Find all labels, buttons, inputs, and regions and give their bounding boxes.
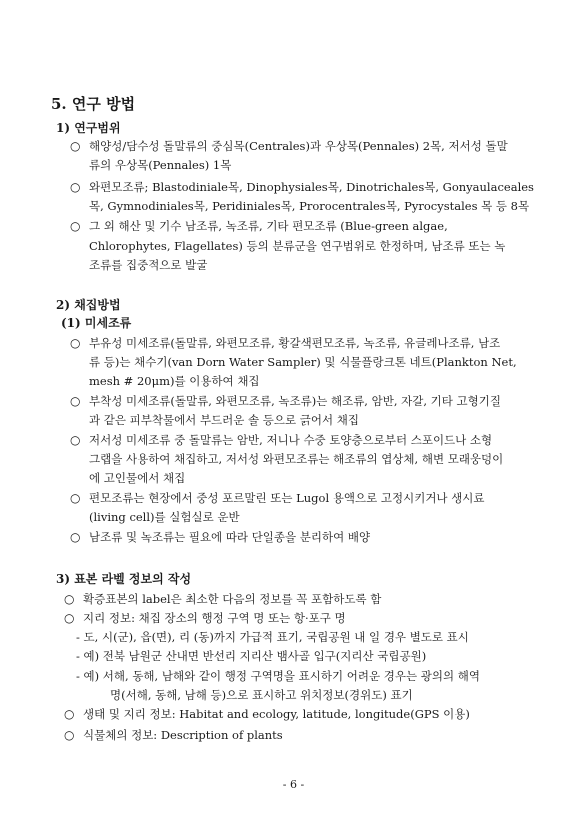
text-line: 그랩을 사용하여 채집하고, 저서성 와편모조류는 해조류의 엽상체, 해변 모래웅덩이 (89, 452, 504, 466)
text-line: 명(서해, 동해, 남해 등)으로 표시하고 위치정보(경위도) 표기 (110, 688, 413, 702)
text-line: 확증표본의 label은 최소한 다음의 정보를 꼭 포함하도록 함 (83, 592, 382, 606)
text-line: 목, Gymnodiniales목, Peridiniales목, Prorocentrales목, Pyrocystales 목 등 8목 (89, 199, 530, 213)
text-line: Chlorophytes, Flagellates) 등의 분류군을 연구범위로 한정하며, 남조류 또는 녹 (89, 239, 506, 253)
text-line: 조류를 집중적으로 발굴 (89, 258, 208, 272)
text-line: 해양성/담수성 돌말류의 중심목(Centrales)과 우상목(Pennales) 2목, 저서성 돌말 (89, 139, 508, 153)
text-line: 류의 우상목(Pennales) 1목 (89, 158, 232, 172)
text-line: 남조류 및 녹조류는 필요에 따라 단일종을 분리하여 배양 (89, 530, 371, 544)
text-line: 와편모조류; Blastodiniale목, Dinophysiales목, Dinotrichales목, Gonyaulaceales (89, 180, 534, 194)
bullet-icon: ○ (70, 530, 81, 544)
bullet-icon: ○ (64, 592, 75, 606)
section-title: 5. 연구 방법 (51, 95, 136, 113)
bullet-icon: ○ (64, 728, 75, 742)
text-line: 식물체의 정보: Description of plants (83, 728, 283, 742)
text-line: 에 고인물에서 채집 (89, 471, 186, 485)
sub-subsection-title-microalgae: (1) 미세조류 (61, 316, 132, 330)
text-line: 지리 정보: 채집 장소의 행정 구역 명 또는 항·포구 명 (83, 611, 346, 625)
subsection-title-specimen-label: 3) 표본 라벨 정보의 작성 (56, 572, 192, 586)
text-line: 류 등)는 채수기(van Dorn Water Sampler) 및 식물플랑크톤 네트(Plankton Net, (89, 355, 517, 369)
dash-line: - 예) 서해, 동해, 남해와 같이 행정 구역명을 표시하기 어려운 경우는 광의의 해역 (76, 669, 480, 683)
text-line: 생태 및 지리 정보: Habitat and ecology, latitude, longitude(GPS 이용) (83, 707, 470, 721)
bullet-icon: ○ (70, 139, 81, 153)
dash-line: - 예) 전북 남원군 산내면 반선리 지리산 뱀사골 입구(지리산 국립공원) (76, 649, 427, 663)
subsection-title-research-scope: 1) 연구범위 (56, 121, 121, 135)
dash-line: - 도, 시(군), 읍(면), 리 (동)까지 가급적 표기, 국립공원 내 일 경우 별도로 표시 (76, 630, 469, 644)
bullet-icon: ○ (70, 491, 81, 505)
bullet-icon: ○ (70, 394, 81, 408)
text-line: 그 외 해산 및 기수 남조류, 녹조류, 기타 편모조류 (Blue-green algae, (89, 219, 448, 233)
bullet-icon: ○ (64, 611, 75, 625)
text-line: mesh # 20μm)를 이용하여 채집 (89, 374, 260, 388)
bullet-icon: ○ (64, 707, 75, 721)
bullet-icon: ○ (70, 433, 81, 447)
text-line: 부유성 미세조류(돌말류, 와편모조류, 황갈색편모조류, 녹조류, 유글레나조류, 남조 (89, 336, 501, 350)
text-line: 부착성 미세조류(돌말류, 와편모조류, 녹조류)는 해조류, 암반, 자갈, 기타 고형기질 (89, 394, 501, 408)
text-line: (living cell)를 실험실로 운반 (89, 510, 240, 524)
text-line: 과 같은 피부착물에서 부드러운 솔 등으로 긁어서 채집 (89, 413, 359, 427)
bullet-icon: ○ (70, 219, 81, 233)
bullet-icon: ○ (70, 180, 81, 194)
text-line: 편모조류는 현장에서 중성 포르말린 또는 Lugol 용액으로 고정시키거나 생시료 (89, 491, 485, 505)
bullet-icon: ○ (70, 336, 81, 350)
subsection-title-collection-method: 2) 채집방법 (56, 298, 121, 312)
text-line: 저서성 미세조류 중 돌말류는 암반, 저니나 수중 토양층으로부터 스포이드나 소형 (89, 433, 493, 447)
page-number: - 6 - (282, 778, 305, 791)
